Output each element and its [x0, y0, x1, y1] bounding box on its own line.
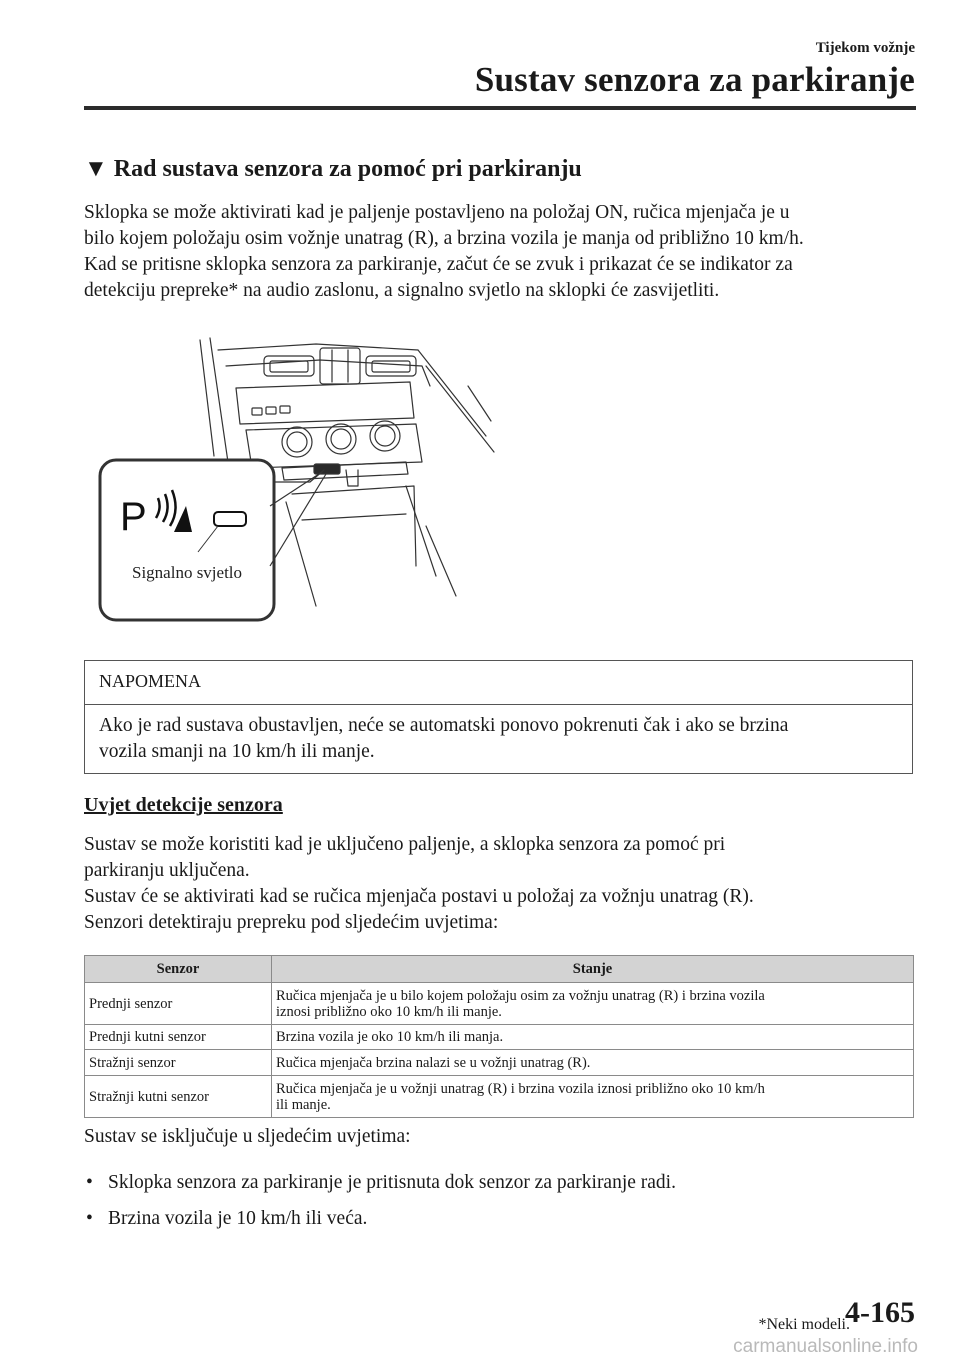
- state-line: iznosi približno oko 10 km/h ili manje.: [276, 1003, 502, 1020]
- p-letter: P: [120, 495, 147, 539]
- page-number: 4-165: [845, 1296, 915, 1329]
- section-title-text: Rad sustava senzora za pomoć pri parkiranju: [113, 156, 582, 182]
- detection-title: Uvjet detekcije senzora: [84, 794, 283, 816]
- intro-paragraph: [84, 200, 919, 304]
- state-cell: [272, 1050, 914, 1076]
- state-cell: [272, 1076, 914, 1118]
- sensor-cell: Stražnji kutni senzor: [85, 1076, 272, 1118]
- list-item-text: Sklopka senzora za parkiranje je pritisnuta dok senzor za parkiranje radi.: [108, 1172, 676, 1193]
- sensor-cell: Stražnji senzor: [85, 1050, 272, 1076]
- column-header-sensor: Senzor: [85, 956, 272, 983]
- triangle-marker-icon: ▼: [84, 156, 108, 182]
- paragraph-line: Kad se pritisne sklopka senzora za parkiranje, začut će se zvuk i prikazat će se indikator za: [84, 254, 793, 275]
- watermark: carmanualsonline.info: [733, 1336, 918, 1357]
- chapter-label: Tijekom vožnje: [815, 40, 915, 56]
- dashboard-illustration: [96, 326, 516, 626]
- sensor-table: [84, 955, 914, 1118]
- dashboard-drawing: [96, 326, 516, 626]
- note-heading: NAPOMENA: [85, 661, 912, 705]
- state-line: Ručica mjenjača je u vožnji unatrag (R) i brzina vozila iznosi približno oko 10 km/h: [276, 1080, 765, 1097]
- paragraph-line: Senzori detektiraju prepreku pod sljedećim uvjetima:: [84, 912, 499, 933]
- list-item: [84, 1170, 914, 1206]
- note-line: vozila smanji na 10 km/h ili manje.: [99, 741, 375, 762]
- state-line: ili manje.: [276, 1096, 331, 1113]
- paragraph-line: parkiranju uključena.: [84, 860, 250, 881]
- paragraph-line: Sustav se može koristiti kad je uključeno paljenje, a sklopka senzora za pomoć pri: [84, 834, 726, 855]
- note-line: Ako je rad sustava obustavljen, neće se automatski ponovo pokrenuti čak i ako se brzina: [99, 715, 789, 736]
- paragraph-line: detekciju prepreke* na audio zaslonu, a signalno svjetlo na sklopki će zasvijetliti.: [84, 280, 720, 301]
- signal-light-label: Signalno svjetlo: [132, 563, 243, 582]
- state-cell: [272, 983, 914, 1025]
- section-title: [84, 156, 582, 183]
- page-title: Sustav senzora za parkiranje: [474, 60, 915, 99]
- header-rule: [84, 106, 916, 110]
- bullet-icon: •: [86, 1208, 93, 1229]
- table-row: [85, 1025, 914, 1050]
- note-box: [84, 660, 913, 774]
- column-header-state: Stanje: [272, 956, 914, 983]
- list-item-text: Brzina vozila je 10 km/h ili veća.: [108, 1208, 368, 1229]
- paragraph-line: bilo kojem položaju osim vožnje unatrag (R), a brzina vozila je manja od približno 10 km/h.: [84, 228, 804, 249]
- paragraph-line: Sustav će se aktivirati kad se ručica mjenjača postavi u položaj za vožnju unatrag (R).: [84, 886, 754, 907]
- off-conditions-list: [84, 1170, 914, 1242]
- off-conditions-intro: Sustav se isključuje u sljedećim uvjetima:: [84, 1126, 411, 1147]
- table-header-row: [85, 956, 914, 983]
- sensor-cell: Prednji kutni senzor: [85, 1025, 272, 1050]
- state-line: Ručica mjenjača brzina nalazi se u vožnji unatrag (R).: [276, 1054, 591, 1071]
- state-line: Brzina vozila je oko 10 km/h ili manja.: [276, 1029, 504, 1045]
- bullet-icon: •: [86, 1172, 93, 1193]
- sensor-cell: Prednji senzor: [85, 983, 272, 1025]
- state-cell: [272, 1025, 914, 1050]
- footnote: *Neki modeli.: [758, 1316, 850, 1333]
- table-row: [85, 983, 914, 1025]
- detection-paragraph: [84, 832, 919, 936]
- state-line: Ručica mjenjača je u bilo kojem položaju osim za vožnju unatrag (R) i brzina vozila: [276, 987, 765, 1004]
- table-row: [85, 1050, 914, 1076]
- note-text: [99, 713, 899, 765]
- table-row: [85, 1076, 914, 1118]
- paragraph-line: Sklopka se može aktivirati kad je paljenje postavljeno na položaj ON, ručica mjenjača je u: [84, 202, 790, 223]
- list-item: [84, 1206, 914, 1242]
